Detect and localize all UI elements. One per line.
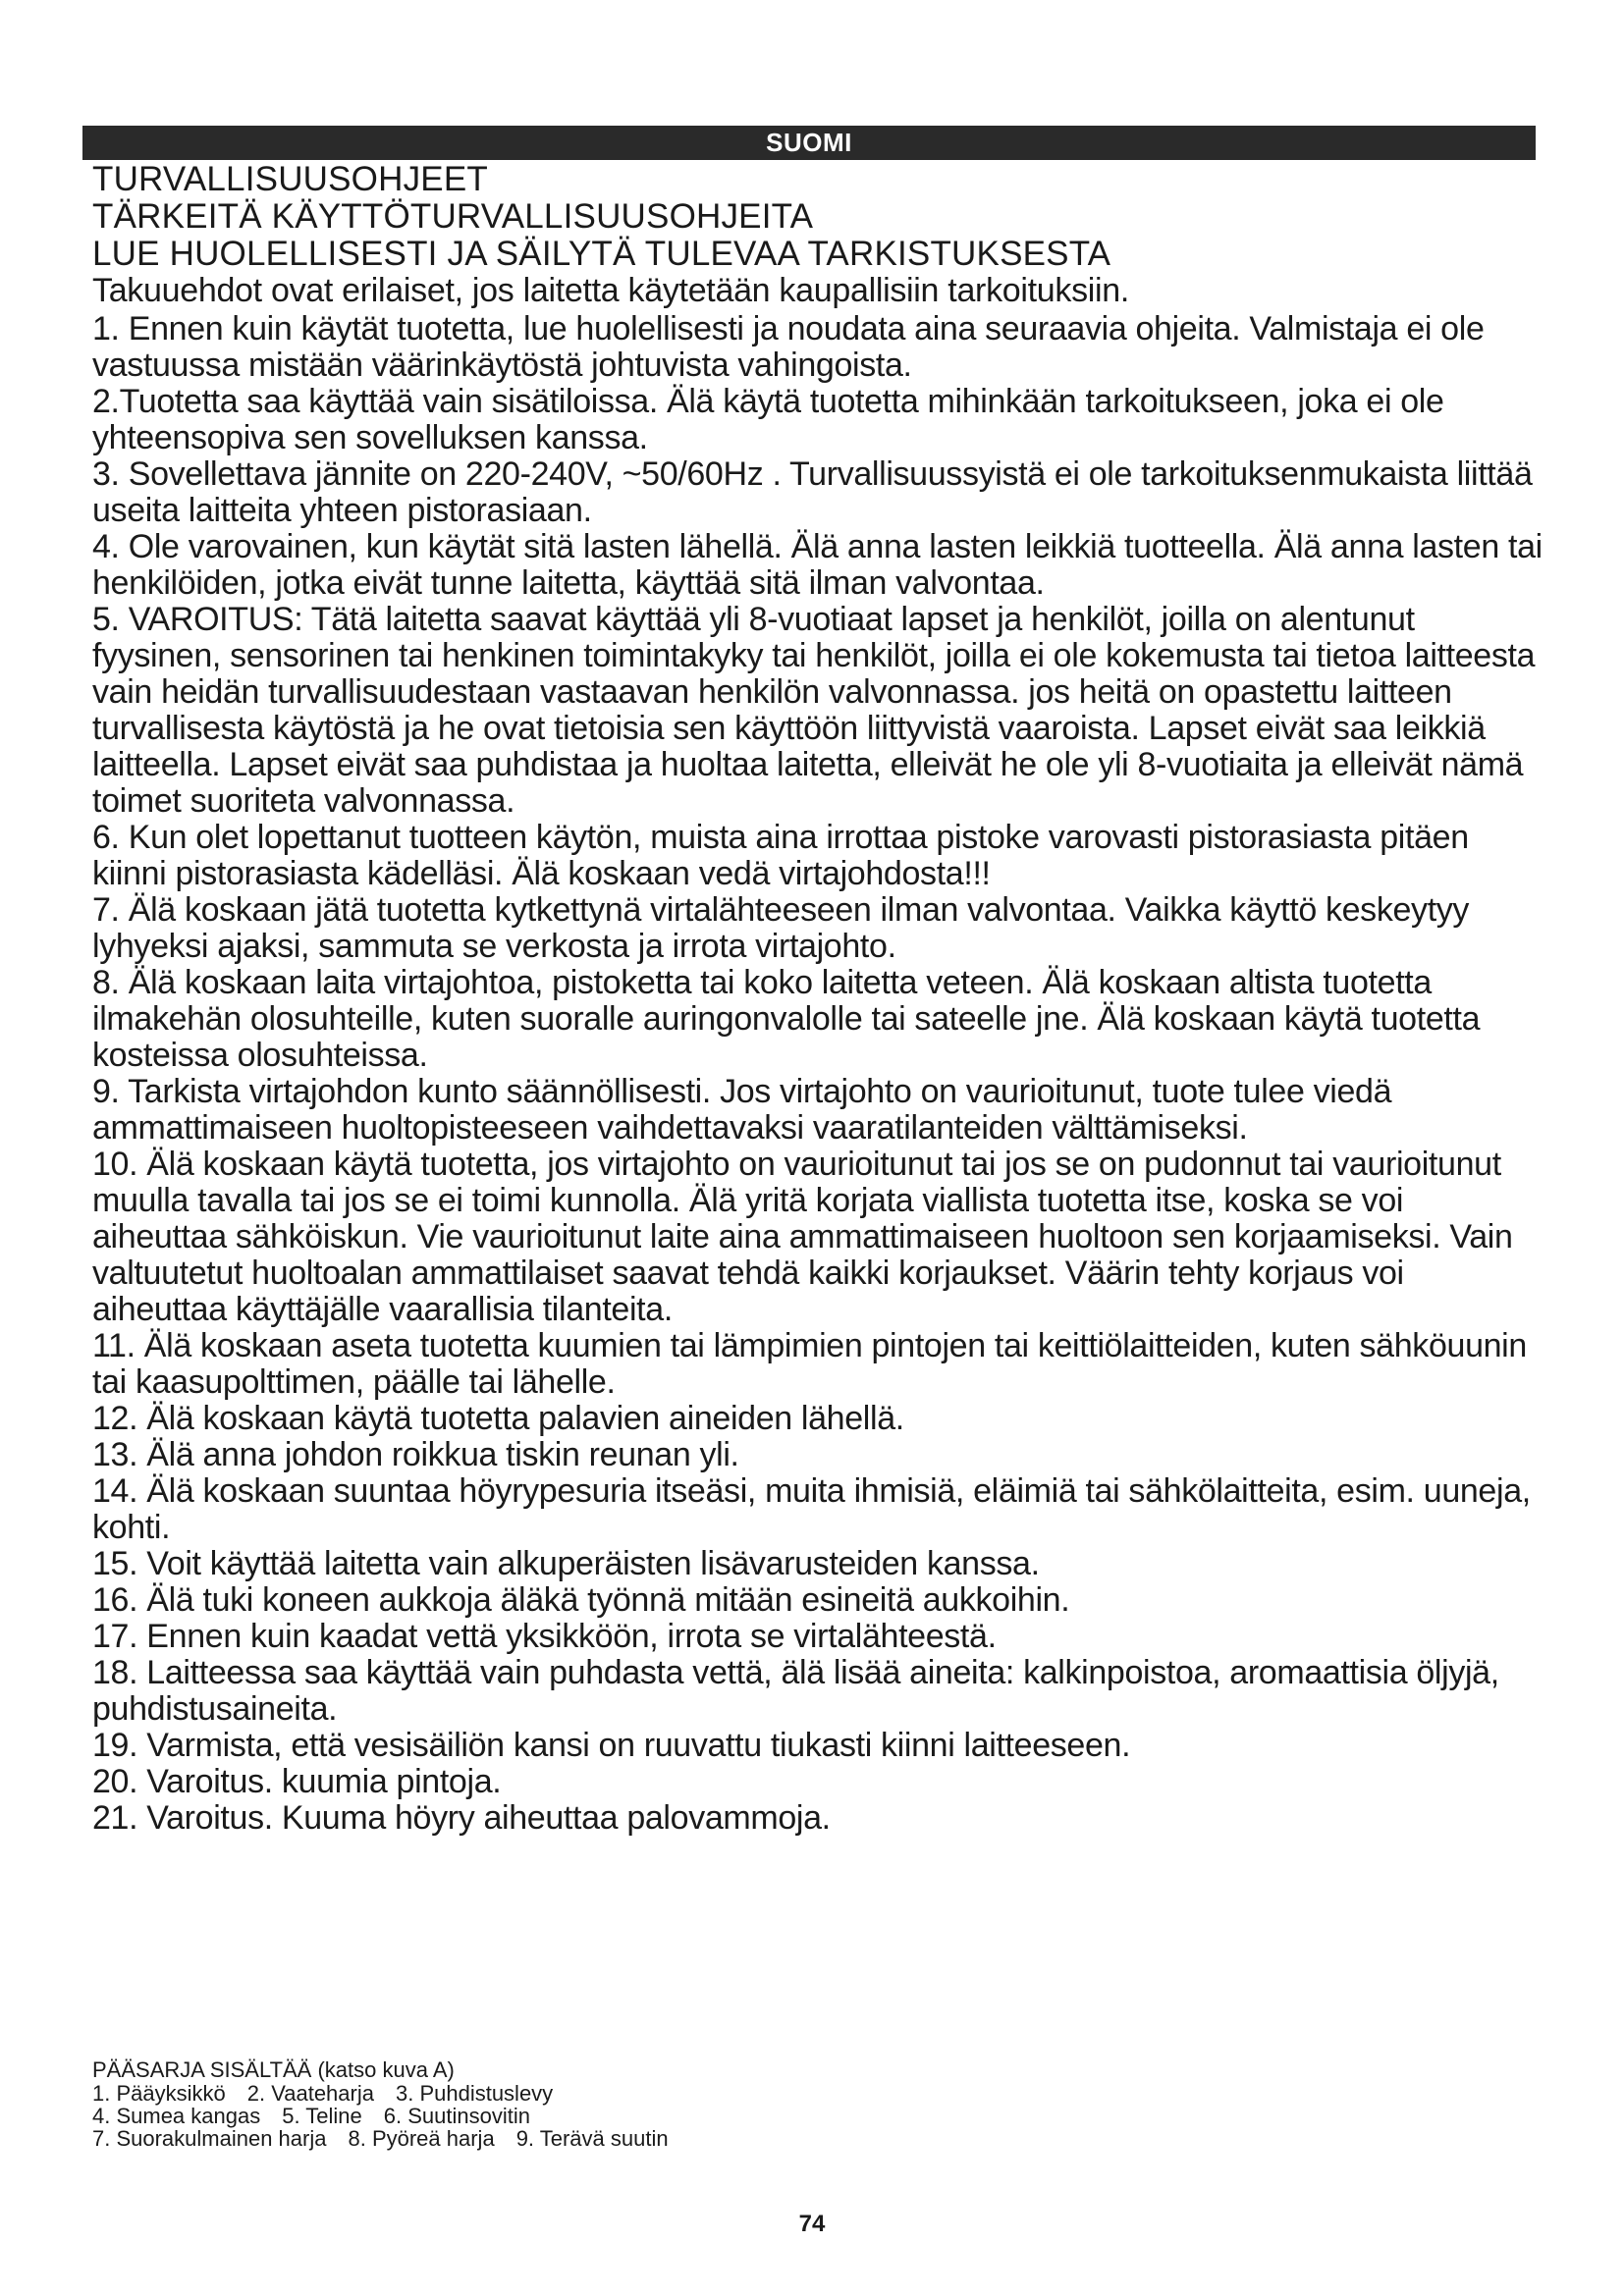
- instruction-list: [92, 311, 1545, 1837]
- instruction-item: 15. Voit käyttää laitetta vain alkuperäisten lisävarusteiden kanssa.: [92, 1545, 1040, 1582]
- heading-safety-instructions: TURVALLISUUSOHJEET: [92, 160, 488, 198]
- package-item: 5. Teline: [282, 2104, 362, 2128]
- instruction-item: 17. Ennen kuin kaadat vettä yksikköön, irrota se virtalähteestä.: [92, 1618, 997, 1655]
- package-contents: [92, 2058, 976, 2150]
- package-item: 8. Pyöreä harja: [348, 2126, 495, 2151]
- instruction-item: 12. Älä koskaan käytä tuotetta palavien aineiden lähellä.: [92, 1400, 904, 1437]
- instruction-item: 2.Tuotetta saa käyttää vain sisätiloissa. Älä käytä tuotetta mihinkään tarkoitukseen, joka ei ole yhteensopiva sen sovelluksen kanssa.: [92, 383, 1444, 456]
- instruction-item: 8. Älä koskaan laita virtajohtoa, pistoketta tai koko laitetta veteen. Älä koskaan altista tuotetta ilmakehän olosuhteille, kuten suoralle auringonvalolle tai sateelle jne. Älä koskaan käytä tuotetta kosteissa olosuhteissa.: [92, 964, 1481, 1074]
- instruction-item: 11. Älä koskaan aseta tuotetta kuumien tai lämpimien pintojen tai keittiölaitteiden, kuten sähköuunin tai kaasupolttimen, päälle tai lähelle.: [92, 1327, 1527, 1401]
- instruction-item: 6. Kun olet lopettanut tuotteen käytön, muista aina irrottaa pistoke varovasti pistorasiasta pitäen kiinni pistorasiasta kädelläsi. Älä koskaan vedä virtajohdosta!!!: [92, 819, 1469, 892]
- package-item: 6. Suutinsovitin: [383, 2104, 530, 2128]
- instruction-item: 3. Sovellettava jännite on 220-240V, ~50/60Hz . Turvallisuussyistä ei ole tarkoituksenmukaista liittää useita laitteita yhteen pistorasiaan.: [92, 455, 1533, 529]
- package-contents-title: PÄÄSARJA SISÄLTÄÄ (katso kuva A): [92, 2057, 455, 2082]
- instruction-item: 4. Ole varovainen, kun käytät sitä lasten lähellä. Älä anna lasten leikkiä tuotteella. Älä anna lasten tai henkilöiden, jotka eivät tunne laitetta, käyttää sitä ilman valvontaa.: [92, 528, 1543, 602]
- package-item: 4. Sumea kangas: [92, 2104, 261, 2128]
- package-item: 3. Puhdistuslevy: [395, 2081, 554, 2106]
- instruction-item: 16. Älä tuki koneen aukkoja äläkä työnnä mitään esineitä aukkoihin.: [92, 1581, 1070, 1619]
- heading-read-carefully: LUE HUOLELLISESTI JA SÄILYTÄ TULEVAA TARKISTUKSESTA: [92, 235, 1111, 273]
- instruction-item: 1. Ennen kuin käytät tuotetta, lue huolellisesti ja noudata aina seuraavia ohjeita. Valmistaja ei ole vastuussa mistään väärinkäytöstä johtuvista vahingoista.: [92, 310, 1485, 384]
- instruction-item: 18. Laitteessa saa käyttää vain puhdasta vettä, älä lisää aineita: kalkinpoistoa, aromaattisia öljyjä, puhdistusaineita.: [92, 1654, 1499, 1728]
- package-item: 9. Terävä suutin: [515, 2126, 669, 2151]
- package-item: 2. Vaateharja: [246, 2081, 374, 2106]
- page-number: 74: [798, 2211, 826, 2237]
- safety-instructions: [92, 161, 1545, 1837]
- package-contents-row: [92, 2082, 976, 2105]
- package-contents-row: [92, 2105, 976, 2127]
- package-contents-row: [92, 2127, 976, 2150]
- instruction-item: 5. VAROITUS: Tätä laitetta saavat käyttää yli 8-vuotiaat lapset ja henkilöt, joilla on alentunut fyysinen, sensorinen tai henkinen toimintakyky tai henkilöt, joilla ei ole kokemusta tai tietoa laitteesta vain heidän turvallisuudestaan vastaavan henkilön valvonnassa. jos heitä on opastettu laitteen turvallisesta käytöstä ja he ovat tietoisia sen käyttöön liittyvistä vaaroista. Lapset eivät saa leikkiä laitteella. Lapset eivät saa puhdistaa ja huoltaa laitetta, elleivät he ole yli 8-vuotiaita ja elleivät nämä toimet suoriteta valvonnassa.: [92, 601, 1536, 820]
- package-item: 7. Suorakulmainen harja: [92, 2126, 327, 2151]
- package-item: 1. Pääyksikkö: [92, 2081, 226, 2106]
- instruction-item: 13. Älä anna johdon roikkua tiskin reunan yli.: [92, 1436, 739, 1473]
- instruction-item: 21. Varoitus. Kuuma höyry aiheuttaa palovammoja.: [92, 1799, 831, 1837]
- instruction-item: 14. Älä koskaan suuntaa höyrypesuria itseäsi, muita ihmisiä, eläimiä tai sähkölaitteita, esim. uuneja, kohti.: [92, 1472, 1531, 1546]
- instruction-item: 7. Älä koskaan jätä tuotetta kytkettynä virtalähteeseen ilman valvontaa. Vaikka käyttö keskeytyy lyhyeksi ajaksi, sammuta se verkosta ja irrota virtajohto.: [92, 891, 1470, 965]
- instruction-item: 10. Älä koskaan käytä tuotetta, jos virtajohto on vaurioitunut tai jos se on pudonnut tai vaurioitunut muulla tavalla tai jos se ei toimi kunnolla. Älä yritä korjata viallista tuotetta itse, koska se voi aiheuttaa sähköiskun. Vie vaurioitunut laite aina ammattimaiseen huoltoon sen korjaamiseksi. Vain valtuutetut huoltoalan ammattilaiset saavat tehdä kaikki korjaukset. Väärin tehty korjaus voi aiheuttaa käyttäjälle vaarallisia tilanteita.: [92, 1146, 1513, 1328]
- language-header-bar: SUOMI: [82, 126, 1536, 160]
- warranty-note: Takuuehdot ovat erilaiset, jos laitetta käytetään kaupallisiin tarkoituksiin.: [92, 272, 1130, 309]
- instruction-item: 19. Varmista, että vesisäiliön kansi on ruuvattu tiukasti kiinni laitteeseen.: [92, 1727, 1131, 1764]
- heading-important-safety: TÄRKEITÄ KÄYTTÖTURVALLISUUSOHJEITA: [92, 197, 814, 236]
- instruction-item: 20. Varoitus. kuumia pintoja.: [92, 1763, 502, 1800]
- instruction-item: 9. Tarkista virtajohdon kunto säännöllisesti. Jos virtajohto on vaurioitunut, tuote tulee viedä ammattimaiseen huoltopisteeseen vaihdettavaksi vaaratilanteiden välttämiseksi.: [92, 1073, 1392, 1147]
